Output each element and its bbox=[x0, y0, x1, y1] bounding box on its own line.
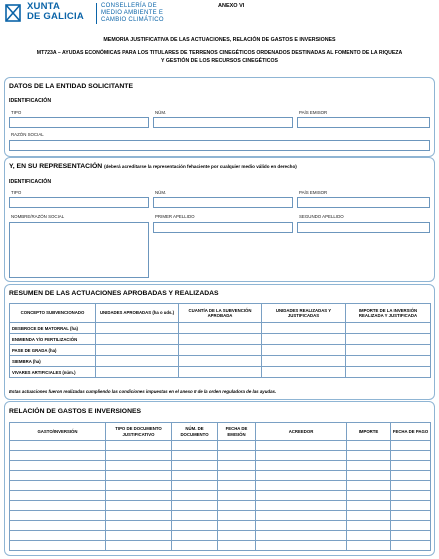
applicant-type-field[interactable] bbox=[9, 117, 149, 128]
table-cell[interactable] bbox=[391, 471, 431, 481]
table-cell[interactable] bbox=[172, 461, 218, 471]
table-cell[interactable] bbox=[172, 511, 218, 521]
col-investment-amount: IMPORTE DE LA INVERSIÓN REALIZADA Y JUSTIFICADA bbox=[346, 304, 431, 323]
table-cell[interactable] bbox=[106, 491, 172, 501]
table-cell[interactable] bbox=[218, 461, 256, 471]
applicant-section-title: DATOS DE LA ENTIDAD SOLICITANTE bbox=[9, 83, 133, 90]
col-realized-units: UNIDADES REALIZADAS Y JUSTIFICADAS bbox=[262, 304, 346, 323]
expenses-section-title: RELACIÓN DE GASTOS E INVERSIONES bbox=[9, 408, 142, 415]
row-label: PASE DE GRADA (ha) bbox=[10, 345, 96, 356]
department-name: CONSELLERÍA DE MEDIO AMBIENTE E CAMBIO CLIMÁTICO bbox=[96, 3, 164, 24]
table-row bbox=[10, 531, 431, 541]
table-cell[interactable] bbox=[96, 367, 179, 378]
table-cell[interactable] bbox=[106, 441, 172, 451]
table-cell[interactable] bbox=[106, 521, 172, 531]
table-cell[interactable] bbox=[391, 481, 431, 491]
rep-country-label: PAÍS EMISOR bbox=[299, 190, 328, 195]
table-row bbox=[10, 461, 431, 471]
procedure-title: MT723A – AYUDAS ECONÓMICAS PARA LOS TITULARES DE TERRENOS CINEGÉTICOS ORDENADOS DESTINADAS AL FOMENTO DE LA RIQUEZA Y GESTIÓN DE LOS RECURSOS CINEGÉTICOS bbox=[36, 50, 403, 64]
table-cell[interactable] bbox=[172, 501, 218, 511]
table-cell[interactable] bbox=[10, 511, 106, 521]
col-creditor: ACREEDOR bbox=[256, 423, 347, 441]
table-cell[interactable] bbox=[218, 451, 256, 461]
col-payment-date: FECHA DE PAGO bbox=[391, 423, 431, 441]
table-cell[interactable] bbox=[256, 441, 347, 451]
table-cell[interactable] bbox=[262, 345, 346, 356]
table-cell[interactable] bbox=[172, 481, 218, 491]
col-approved-units: UNIDADES APROBADAS (ha o uds.) bbox=[96, 304, 179, 323]
table-cell[interactable] bbox=[256, 511, 347, 521]
table-cell[interactable] bbox=[262, 356, 346, 367]
table-cell[interactable] bbox=[347, 501, 391, 511]
table-cell[interactable] bbox=[218, 471, 256, 481]
table-cell[interactable] bbox=[256, 461, 347, 471]
type-label: TIPO bbox=[11, 110, 22, 115]
table-row bbox=[10, 334, 431, 345]
table-cell[interactable] bbox=[179, 323, 262, 334]
table-cell[interactable] bbox=[218, 441, 256, 451]
table-cell[interactable] bbox=[347, 471, 391, 481]
table-cell[interactable] bbox=[262, 367, 346, 378]
table-row bbox=[10, 441, 431, 451]
identification-heading: IDENTIFICACIÓN bbox=[9, 98, 52, 104]
table-cell[interactable] bbox=[391, 441, 431, 451]
row-label: VIVARES ARTIFICIALES (núm.) bbox=[10, 367, 96, 378]
table-cell[interactable] bbox=[347, 441, 391, 451]
table-cell[interactable] bbox=[347, 461, 391, 471]
applicant-country-field[interactable] bbox=[297, 117, 430, 128]
table-row bbox=[10, 356, 431, 367]
table-row bbox=[10, 345, 431, 356]
brand-name: XUNTA DE GALICIA bbox=[27, 1, 84, 22]
table-cell[interactable] bbox=[347, 541, 391, 551]
col-document-number: NÚM. DE DOCUMENTO bbox=[172, 423, 218, 441]
table-cell[interactable] bbox=[106, 511, 172, 521]
table-cell[interactable] bbox=[391, 521, 431, 531]
col-document-type: TIPO DE DOCUMENTO JUSTIFICATIVO bbox=[106, 423, 172, 441]
number-label: NÚM. bbox=[155, 110, 167, 115]
rep-type-field[interactable] bbox=[9, 197, 149, 208]
table-cell[interactable] bbox=[391, 531, 431, 541]
table-cell[interactable] bbox=[218, 521, 256, 531]
table-cell[interactable] bbox=[346, 334, 431, 345]
table-cell[interactable] bbox=[256, 451, 347, 461]
table-cell[interactable] bbox=[347, 511, 391, 521]
table-row bbox=[10, 323, 431, 334]
table-row bbox=[10, 541, 431, 551]
table-cell[interactable] bbox=[347, 521, 391, 531]
table-cell[interactable] bbox=[96, 345, 179, 356]
table-cell[interactable] bbox=[218, 501, 256, 511]
table-cell[interactable] bbox=[391, 501, 431, 511]
table-cell[interactable] bbox=[347, 481, 391, 491]
summary-section-title: RESUMEN DE LAS ACTUACIONES APROBADAS Y REALIZADAS bbox=[9, 290, 219, 297]
table-cell[interactable] bbox=[10, 491, 106, 501]
table-cell[interactable] bbox=[106, 481, 172, 491]
row-label: DESBROCE DE MATORRAL (ha) bbox=[10, 323, 96, 334]
second-surname-field[interactable] bbox=[297, 222, 430, 233]
table-cell[interactable] bbox=[172, 541, 218, 551]
table-cell[interactable] bbox=[10, 461, 106, 471]
table-row bbox=[10, 491, 431, 501]
table-row bbox=[10, 481, 431, 491]
table-cell[interactable] bbox=[256, 541, 347, 551]
summary-section bbox=[4, 284, 435, 400]
expenses-table bbox=[9, 422, 431, 551]
rep-identification-heading: IDENTIFICACIÓN bbox=[9, 179, 52, 185]
table-cell[interactable] bbox=[256, 521, 347, 531]
table-cell[interactable] bbox=[96, 334, 179, 345]
col-approved-amount: CUANTÍA DE LA SUBVENCIÓN APROBADA bbox=[179, 304, 262, 323]
table-cell[interactable] bbox=[172, 521, 218, 531]
table-cell[interactable] bbox=[262, 334, 346, 345]
table-cell[interactable] bbox=[96, 323, 179, 334]
rep-number-field[interactable] bbox=[153, 197, 293, 208]
table-cell[interactable] bbox=[346, 323, 431, 334]
rep-type-label: TIPO bbox=[11, 190, 22, 195]
table-cell[interactable] bbox=[346, 356, 431, 367]
table-cell[interactable] bbox=[218, 541, 256, 551]
rep-name-label: NOMBRE/RAZÓN SOCIAL bbox=[11, 214, 65, 219]
table-cell[interactable] bbox=[256, 471, 347, 481]
table-row bbox=[10, 501, 431, 511]
row-label: ENMIENDA Y/O FERTILIZACIÓN bbox=[10, 334, 96, 345]
table-cell[interactable] bbox=[346, 345, 431, 356]
business-name-label: RAZÓN SOCIAL bbox=[11, 132, 44, 137]
col-expense: GASTO/INVERSIÓN bbox=[10, 423, 106, 441]
xunta-emblem-icon bbox=[3, 3, 23, 23]
table-cell[interactable] bbox=[10, 531, 106, 541]
table-cell[interactable] bbox=[391, 511, 431, 521]
table-cell[interactable] bbox=[346, 367, 431, 378]
rep-name-field[interactable] bbox=[9, 222, 149, 278]
table-cell[interactable] bbox=[391, 541, 431, 551]
table-cell[interactable] bbox=[106, 531, 172, 541]
country-label: PAÍS EMISOR bbox=[299, 110, 328, 115]
first-surname-field[interactable] bbox=[153, 222, 293, 233]
table-cell[interactable] bbox=[179, 334, 262, 345]
table-row bbox=[10, 471, 431, 481]
table-cell[interactable] bbox=[10, 541, 106, 551]
table-cell[interactable] bbox=[218, 491, 256, 501]
table-cell[interactable] bbox=[218, 531, 256, 541]
table-cell[interactable] bbox=[262, 323, 346, 334]
table-cell[interactable] bbox=[391, 461, 431, 471]
table-cell[interactable] bbox=[179, 356, 262, 367]
representative-section-title: Y, EN SU REPRESENTACIÓN (deberá acreditarse la representación fehaciente por cualquier medio válido en derecho) bbox=[9, 163, 297, 170]
second-surname-label: SEGUNDO APELLIDO bbox=[299, 214, 344, 219]
applicant-number-field[interactable] bbox=[153, 117, 293, 128]
table-cell[interactable] bbox=[256, 491, 347, 501]
table-cell[interactable] bbox=[347, 491, 391, 501]
applicant-section bbox=[4, 77, 435, 157]
row-label: SIEMBRA (ha) bbox=[10, 356, 96, 367]
table-row bbox=[10, 367, 431, 378]
col-amount: IMPORTE bbox=[347, 423, 391, 441]
table-cell[interactable] bbox=[391, 451, 431, 461]
table-cell[interactable] bbox=[391, 491, 431, 501]
document-title: MEMORIA JUSTIFICATIVA DE LAS ACTUACIONES, RELACIÓN DE GASTOS E INVERSIONES bbox=[103, 37, 336, 43]
table-cell[interactable] bbox=[256, 531, 347, 541]
table-cell[interactable] bbox=[256, 481, 347, 491]
table-cell[interactable] bbox=[106, 501, 172, 511]
col-issue-date: FECHA DE EMISIÓN bbox=[218, 423, 256, 441]
summary-table bbox=[9, 303, 431, 378]
table-cell[interactable] bbox=[172, 471, 218, 481]
table-row bbox=[10, 521, 431, 531]
table-row bbox=[10, 451, 431, 461]
table-cell[interactable] bbox=[10, 501, 106, 511]
table-cell[interactable] bbox=[106, 451, 172, 461]
xunta-logo bbox=[3, 2, 173, 26]
rep-country-field[interactable] bbox=[297, 197, 430, 208]
table-cell[interactable] bbox=[172, 531, 218, 541]
table-row bbox=[10, 511, 431, 521]
table-cell[interactable] bbox=[347, 531, 391, 541]
table-cell[interactable] bbox=[218, 511, 256, 521]
table-cell[interactable] bbox=[179, 345, 262, 356]
table-cell[interactable] bbox=[347, 451, 391, 461]
rep-number-label: NÚM. bbox=[155, 190, 167, 195]
table-cell[interactable] bbox=[10, 441, 106, 451]
annex-label: ANEXO VI bbox=[218, 3, 245, 9]
business-name-field[interactable] bbox=[9, 140, 430, 151]
representative-section bbox=[4, 157, 435, 282]
table-cell[interactable] bbox=[106, 461, 172, 471]
table-cell[interactable] bbox=[106, 541, 172, 551]
table-cell[interactable] bbox=[106, 471, 172, 481]
table-cell[interactable] bbox=[179, 367, 262, 378]
expenses-section bbox=[4, 401, 435, 556]
table-cell[interactable] bbox=[10, 521, 106, 531]
table-cell[interactable] bbox=[172, 451, 218, 461]
col-concept: CONCEPTO SUBVENCIONADO bbox=[10, 304, 96, 323]
table-cell[interactable] bbox=[96, 356, 179, 367]
compliance-note: Estas actuaciones fueron realizadas cumpliendo las condiciones impuestas en el anexo II de la orden reguladora de las ayudas. bbox=[9, 389, 277, 394]
table-cell[interactable] bbox=[10, 471, 106, 481]
table-cell[interactable] bbox=[256, 501, 347, 511]
table-cell[interactable] bbox=[218, 481, 256, 491]
first-surname-label: PRIMER APELLIDO bbox=[155, 214, 195, 219]
table-cell[interactable] bbox=[10, 451, 106, 461]
table-cell[interactable] bbox=[172, 491, 218, 501]
table-cell[interactable] bbox=[10, 481, 106, 491]
table-cell[interactable] bbox=[172, 441, 218, 451]
